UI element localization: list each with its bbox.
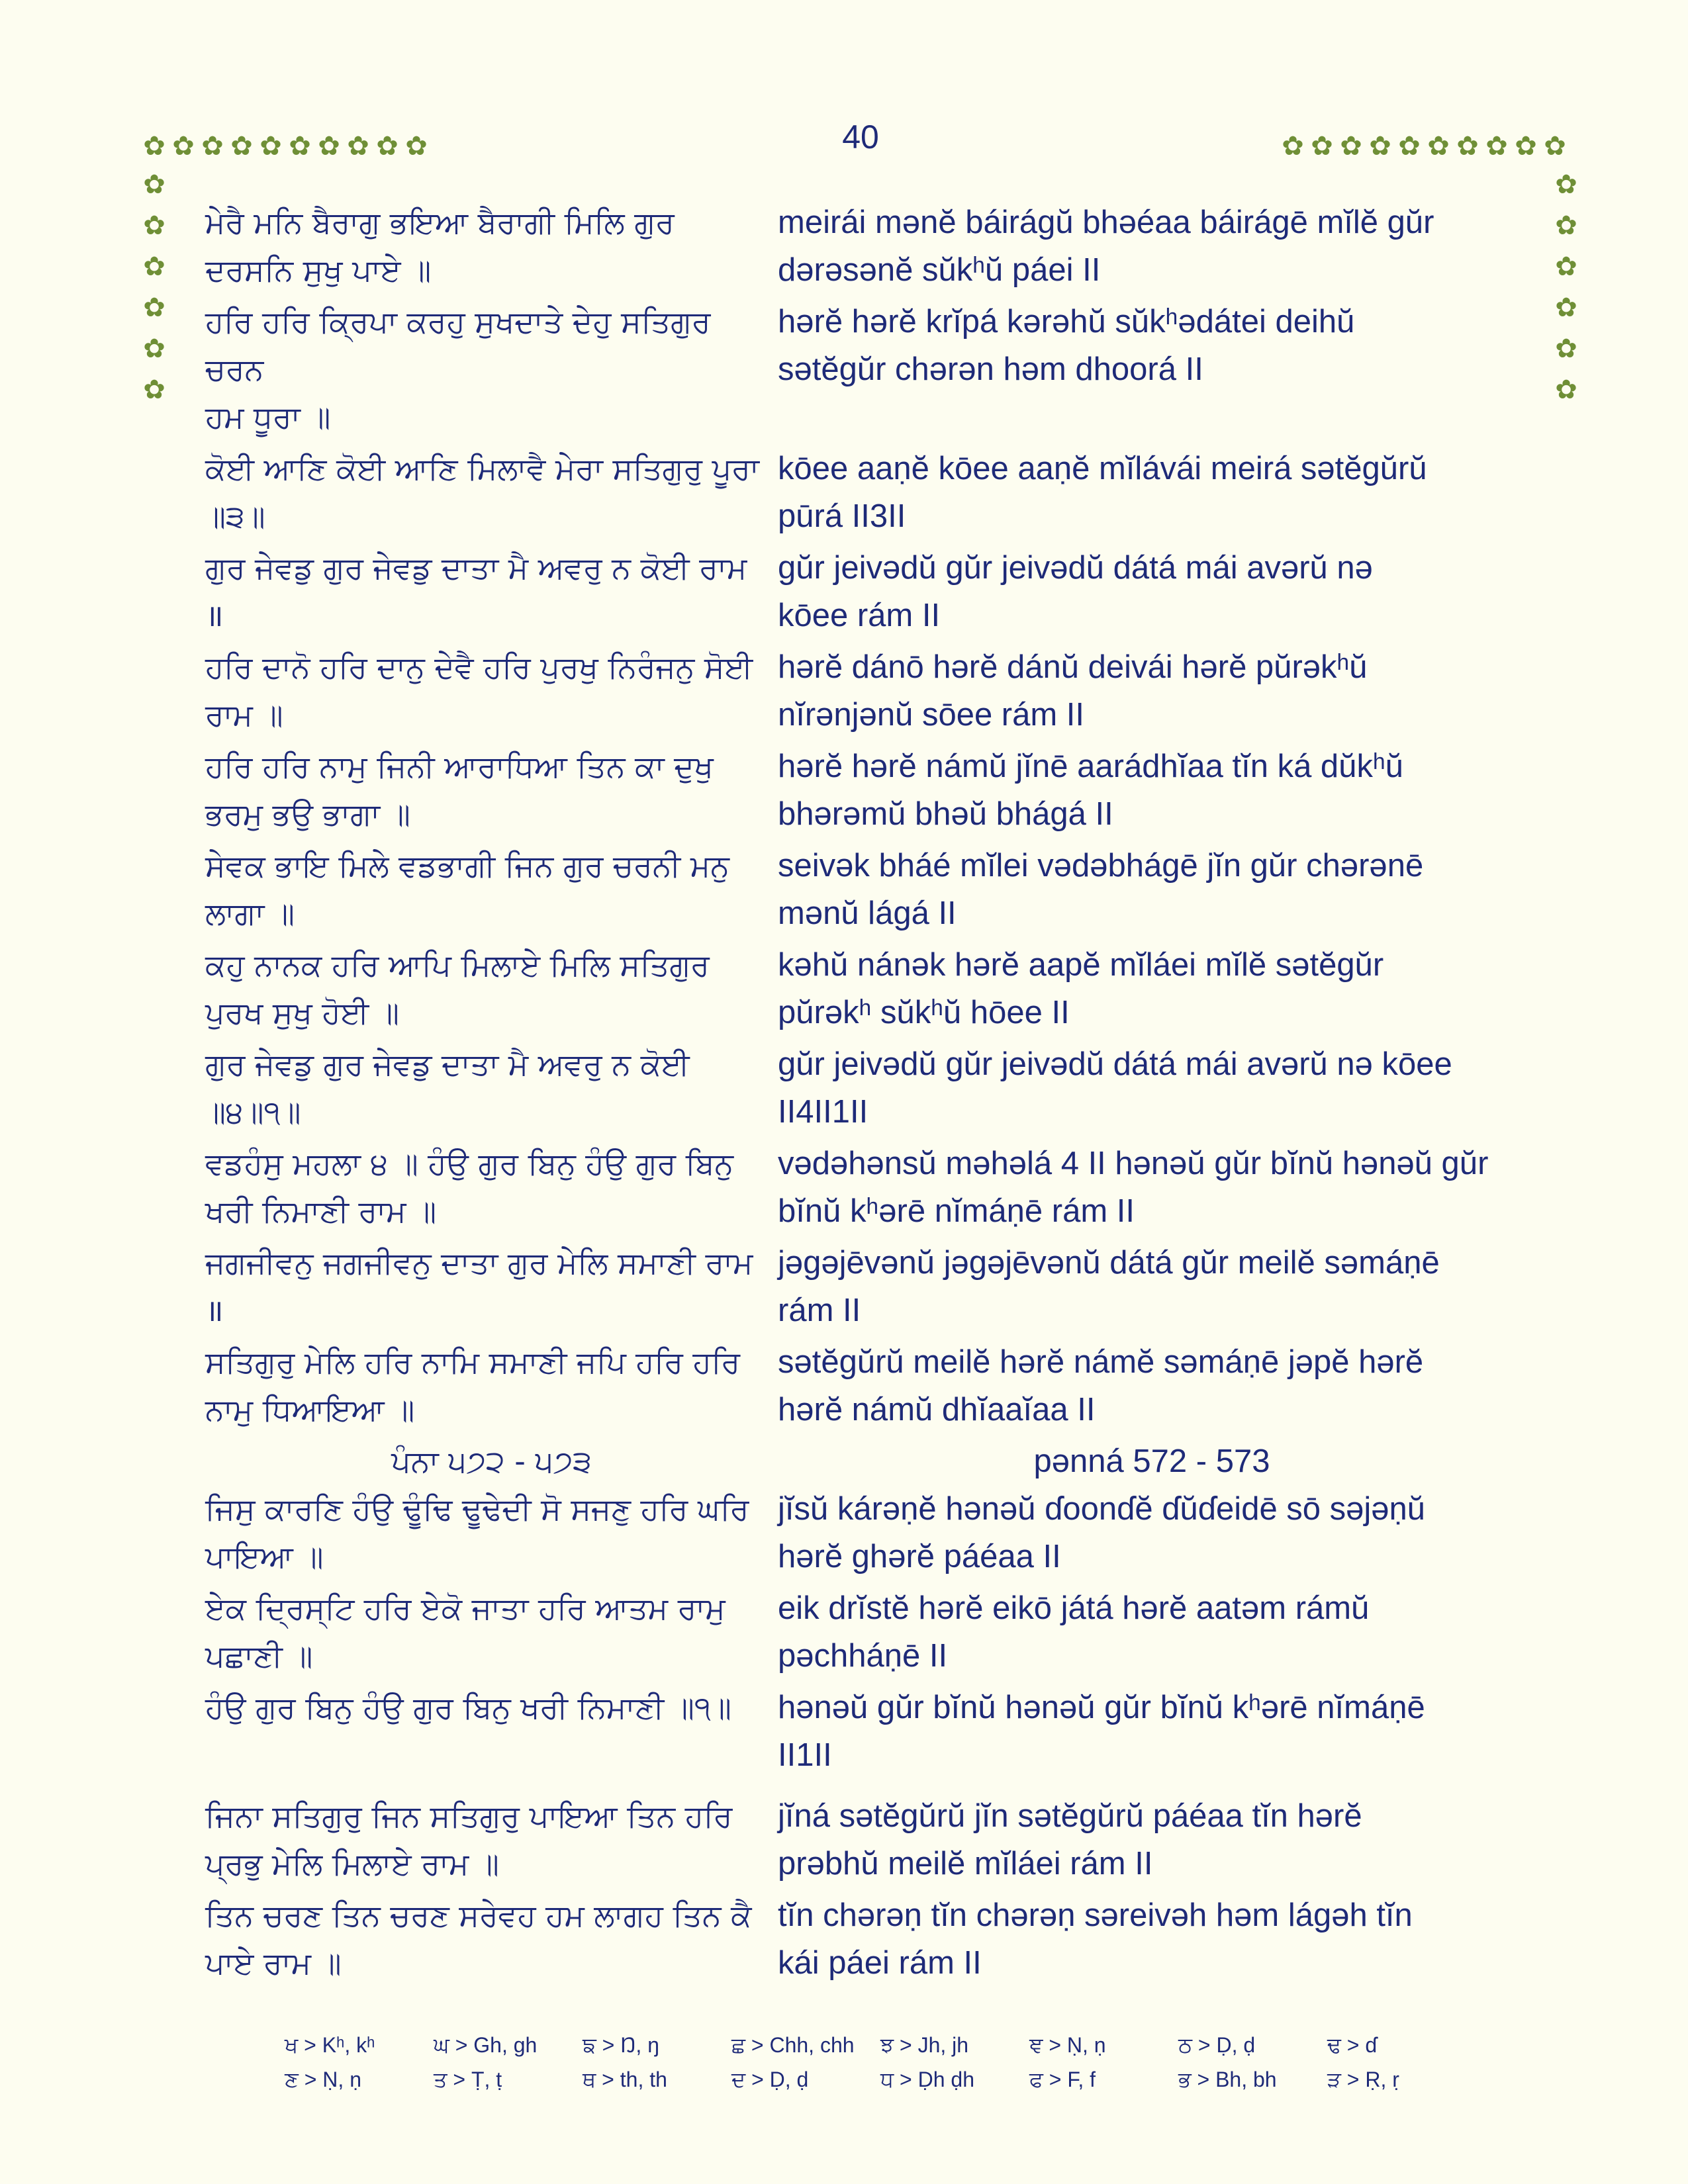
gurmukhi-text: ਮੇਰੈ ਮਨਿ ਬੈਰਾਗੁ ਭਇਆ ਬੈਰਾਗੀ ਮਿਲਿ ਗੁਰ ਦਰਸਨਿ ਸੁਖੁ ਪਾਏ ॥	[205, 205, 675, 288]
gurmukhi-text: ਹੰਉ ਗੁਰ ਬਿਨੁ ਹੰਉ ਗੁਰ ਬਿਨੁ ਖਰੀ ਨਿਮਾਣੀ ॥੧॥	[205, 1690, 731, 1725]
gurmukhi-text: ਜਿਨਾ ਸਤਿਗੁਰੁ ਜਿਨ ਸਤਿਗੁਰੁ ਪਾਇਆ ਤਿਨ ਹਰਿ ਪ੍ਰਭੁ ਮੇਲਿ ਮਿਲਾਏ ਰਾਮ ॥	[205, 1798, 733, 1882]
transliteration-legend	[285, 2033, 1476, 2102]
gurmukhi-text: ਕਹੁ ਨਾਨਕ ਹਰਿ ਆਪਿ ਮਿਲਾਏ ਮਿਲਿ ਸਤਿਗੁਰ ਪੁਰਖ ਸੁਖੁ ਹੋਈ ॥	[205, 947, 710, 1030]
legend-item: ਤ > Ṭ, ṭ	[434, 2068, 502, 2091]
flower-ornament-icon: ✿	[1555, 375, 1577, 405]
transliteration-text: kōee aaṇĕ kōee aaṇĕ mĭlávái meirá sətĕgŭrŭ pūrá II3II	[778, 451, 1427, 534]
transliteration-text: sətĕgŭrŭ meilĕ hərĕ námĕ səmáṇē jəpĕ hərĕ hərĕ námŭ dhĭaaĭaa II	[778, 1344, 1424, 1428]
flower-ornament-icon: ✿	[347, 131, 369, 161]
flower-ornament-icon: ✿	[1515, 131, 1537, 161]
transliteration-text: gŭr jeivədŭ gŭr jeivədŭ dátá mái avərŭ nə kōee II4II1II	[778, 1046, 1452, 1130]
page-number: 40	[842, 118, 879, 156]
gurmukhi-text: ਹਰਿ ਦਾਨੋ ਹਰਿ ਦਾਨੁ ਦੇਵੈ ਹਰਿ ਪੁਰਖੁ ਨਿਰੰਜਨੁ ਸੋਈ ਰਾਮ ॥	[205, 649, 753, 733]
legend-row	[285, 2033, 1476, 2068]
legend-item: ਞ > Ṇ, ṇ	[1029, 2033, 1106, 2057]
verse-row	[205, 1338, 1529, 1433]
gurmukhi-text: ਏਕ ਦ੍ਰਿਸ੍ਟਿ ਹਰਿ ਏਕੋ ਜਾਤਾ ਹਰਿ ਆਤਮ ਰਾਮੁ ਪਛਾਣੀ ॥	[205, 1590, 726, 1674]
ornament-right-column	[1552, 171, 1580, 417]
transliteration-text: kəhŭ nánək hərĕ aapĕ mĭláei mĭlĕ sətĕgŭr pŭrəkʰ sŭkʰŭ hōee II	[778, 947, 1384, 1030]
legend-item: ਫ > F, f	[1029, 2068, 1096, 2091]
legend-item: ਘ > Gh, gh	[434, 2033, 538, 2057]
gurmukhi-text: ਜਿਸੁ ਕਾਰਣਿ ਹੰਉ ਢੂੰਢਿ ਢੂਢੇਦੀ ਸੋ ਸਜਣੁ ਹਰਿ ਘਰਿ ਪਾਇਆ ॥	[205, 1491, 749, 1574]
transliteration-text: hərĕ hərĕ krĭpá kərəhŭ sŭkʰədátei deihŭ sətĕgŭr chərən həm dhoorá II	[778, 304, 1355, 387]
flower-ornament-icon: ✿	[143, 375, 165, 405]
verse-row	[205, 1792, 1529, 1888]
flower-ornament-icon: ✿	[143, 293, 165, 323]
flower-ornament-icon: ✿	[201, 131, 224, 161]
verse-row	[205, 941, 1529, 1036]
flower-ornament-icon: ✿	[1555, 293, 1577, 323]
flower-ornament-icon: ✿	[1369, 131, 1391, 161]
flower-ornament-icon: ✿	[230, 131, 253, 161]
verse-row	[205, 199, 1529, 294]
verse-row	[205, 298, 1529, 441]
flower-ornament-icon: ✿	[1282, 131, 1304, 161]
flower-ornament-icon: ✿	[1485, 131, 1508, 161]
flower-ornament-icon: ✿	[405, 131, 428, 161]
transliteration-text: eik drĭstĕ hərĕ eikō játá hərĕ aatəm rámŭ pəchháṇē II	[778, 1590, 1370, 1674]
verse-row	[205, 1040, 1529, 1136]
flower-ornament-icon: ✿	[259, 131, 282, 161]
transliteration-text: tĭn chərəṇ tĭn chərəṇ səreivəh həm lágəh tĭn kái páei rám II	[778, 1897, 1413, 1981]
panna-heading	[205, 1437, 1529, 1485]
legend-item: ਦ > Ḍ, ḍ	[731, 2068, 809, 2091]
legend-item: ਠ > Ḍ, ḍ	[1178, 2033, 1256, 2057]
gurmukhi-text: ਸਤਿਗੁਰੁ ਮੇਲਿ ਹਰਿ ਨਾਮਿ ਸਮਾਣੀ ਜਪਿ ਹਰਿ ਹਰਿ ਨਾਮੁ ਧਿਆਇਆ ॥	[205, 1344, 741, 1428]
legend-item: ਭ > Bh, bh	[1178, 2068, 1277, 2091]
transliteration-text: hərĕ dánō hərĕ dánŭ deivái hərĕ pŭrəkʰŭ nĭrənjənŭ sōee rám II	[778, 649, 1368, 733]
ornament-top-right	[1279, 132, 1570, 160]
transliteration-text: jĭná sətĕgŭrŭ jĭn sətĕgŭrŭ páéaa tĭn hərĕ prəbhŭ meilĕ mĭláei rám II	[778, 1798, 1362, 1882]
verse-row	[205, 643, 1529, 739]
verse-row	[205, 1684, 1529, 1779]
verse-row	[205, 1485, 1529, 1580]
verse-row	[205, 842, 1529, 937]
verse-row	[205, 1584, 1529, 1680]
ornament-top-left	[140, 132, 432, 160]
gurmukhi-text: ਪੰਨਾ ੫੭੨ - ੫੭੩	[391, 1443, 592, 1479]
legend-item: ਥ > th, th	[583, 2068, 667, 2091]
gurmukhi-text: ਗੁਰ ਜੇਵਡੁ ਗੁਰ ਜੇਵਡੁ ਦਾਤਾ ਮੈ ਅਵਰੁ ਨ ਕੋਈ ॥੪॥੧॥	[205, 1046, 690, 1130]
transliteration-text: jəgəjēvənŭ jəgəjēvənŭ dátá gŭr meilĕ səmáṇē rám II	[778, 1245, 1440, 1328]
legend-item: ਧ > Ḍh ḍh	[880, 2068, 975, 2091]
flower-ornament-icon: ✿	[1456, 131, 1479, 161]
gurmukhi-text: ਵਡਹੰਸੁ ਮਹਲਾ ੪ ॥ ਹੰਉ ਗੁਰ ਬਿਨੁ ਹੰਉ ਗੁਰ ਬਿਨੁ ਖਰੀ ਨਿਮਾਣੀ ਰਾਮ ॥	[205, 1146, 734, 1229]
flower-ornament-icon: ✿	[1555, 251, 1577, 282]
gurmukhi-text: ਕੋਈ ਆਣਿ ਕੋਈ ਆਣਿ ਮਿਲਾਵੈ ਮੇਰਾ ਸਤਿਗੁਰੁ ਪੂਰਾ ॥੩॥	[205, 451, 759, 534]
flower-ornament-icon: ✿	[143, 251, 165, 282]
legend-item: ੜ > Ṛ, ṛ	[1327, 2068, 1399, 2091]
flower-ornament-icon: ✿	[1398, 131, 1421, 161]
legend-item: ਣ > Ṇ, ṇ	[285, 2068, 361, 2091]
ornament-left-column	[140, 171, 168, 417]
transliteration-text: hənəŭ gŭr bĭnŭ hənəŭ gŭr bĭnŭ kʰərē nĭmáṇē II1II	[778, 1690, 1425, 1773]
legend-item: ਙ > Ŋ, ŋ	[583, 2033, 659, 2057]
flower-ornament-icon: ✿	[289, 131, 311, 161]
legend-row	[285, 2068, 1476, 2102]
transliteration-text: hərĕ hərĕ námŭ jĭnē aarádhĭaa tĭn ká dŭkʰŭ bhərəmŭ bhəŭ bhágá II	[778, 749, 1403, 832]
verse-row	[205, 544, 1529, 639]
flower-ornament-icon: ✿	[1427, 131, 1450, 161]
flower-ornament-icon: ✿	[318, 131, 340, 161]
gurmukhi-text: ਤਿਨ ਚਰਣ ਤਿਨ ਚਰਣ ਸਰੇਵਹ ਹਮ ਲਾਗਹ ਤਿਨ ਕੈ ਪਾਏ ਰਾਮ ॥	[205, 1897, 752, 1981]
flower-ornament-icon: ✿	[143, 131, 165, 161]
flower-ornament-icon: ✿	[1340, 131, 1362, 161]
verse-row	[205, 1891, 1529, 1987]
flower-ornament-icon: ✿	[1555, 210, 1577, 241]
flower-ornament-icon: ✿	[1555, 334, 1577, 364]
transliteration-text: seivək bháé mĭlei vədəbhágē jĭn gŭr chərənē mənŭ lágá II	[778, 848, 1424, 931]
flower-ornament-icon: ✿	[172, 131, 195, 161]
flower-ornament-icon: ✿	[143, 210, 165, 241]
transliteration-text: vədəhənsŭ məhəlá 4 II hənəŭ gŭr bĭnŭ hənəŭ gŭr bĭnŭ kʰərē nĭmáṇē rám II	[778, 1146, 1489, 1229]
flower-ornament-icon: ✿	[143, 334, 165, 364]
legend-item: ਝ > Jh, jh	[880, 2033, 969, 2057]
legend-item: ਢ > ɗ	[1327, 2033, 1378, 2057]
gurmukhi-text: ਸੇਵਕ ਭਾਇ ਮਿਲੇ ਵਡਭਾਗੀ ਜਿਨ ਗੁਰ ਚਰਨੀ ਮਨੁ ਲਾਗਾ ॥	[205, 848, 729, 931]
gurmukhi-text: ਜਗਜੀਵਨੁ ਜਗਜੀਵਨੁ ਦਾਤਾ ਗੁਰ ਮੇਲਿ ਸਮਾਣੀ ਰਾਮ ॥	[205, 1245, 753, 1328]
flower-ornament-icon: ✿	[1544, 131, 1566, 161]
flower-ornament-icon: ✿	[1311, 131, 1333, 161]
transliteration-text: gŭr jeivədŭ gŭr jeivədŭ dátá mái avərŭ nə kōee rám II	[778, 550, 1373, 633]
verse-row	[205, 1140, 1529, 1235]
flower-ornament-icon: ✿	[376, 131, 399, 161]
verse-row	[205, 445, 1529, 540]
transliteration-text: pənná 572 - 573	[1033, 1443, 1270, 1479]
verse-row	[205, 743, 1529, 838]
verse-row	[205, 1239, 1529, 1334]
flower-ornament-icon: ✿	[1555, 169, 1577, 200]
legend-item: ਛ > Chh, chh	[731, 2033, 855, 2057]
transliteration-text: meirái mənĕ báirágŭ bhəéaa báirágē mĭlĕ gŭr dərəsənĕ sŭkʰŭ páei II	[778, 205, 1434, 288]
legend-item: ਖ > Kʰ, kʰ	[285, 2033, 375, 2057]
flower-ornament-icon: ✿	[143, 169, 165, 200]
transliteration-text: jĭsŭ kárəṇĕ hənəŭ ɗoonɗĕ ɗŭɗeidē sō səjəṇŭ hərĕ ghərĕ páéaa II	[778, 1491, 1426, 1574]
gurmukhi-text: ਗੁਰ ਜੇਵਡੁ ਗੁਰ ਜੇਵਡੁ ਦਾਤਾ ਮੈ ਅਵਰੁ ਨ ਕੋਈ ਰਾਮ ॥	[205, 550, 747, 633]
gurmukhi-text: ਹਰਿ ਹਰਿ ਨਾਮੁ ਜਿਨੀ ਆਰਾਧਿਆ ਤਿਨ ਕਾ ਦੁਖੁ ਭਰਮੁ ਭਉ ਭਾਗਾ ॥	[205, 749, 714, 832]
verse-table	[205, 199, 1529, 1991]
gurmukhi-text: ਹਰਿ ਹਰਿ ਕ੍ਰਿਪਾ ਕਰਹੁ ਸੁਖਦਾਤੇ ਦੇਹੁ ਸਤਿਗੁਰ ਚਰਨ ਹਮ ਧੂਰਾ ॥	[205, 304, 711, 435]
